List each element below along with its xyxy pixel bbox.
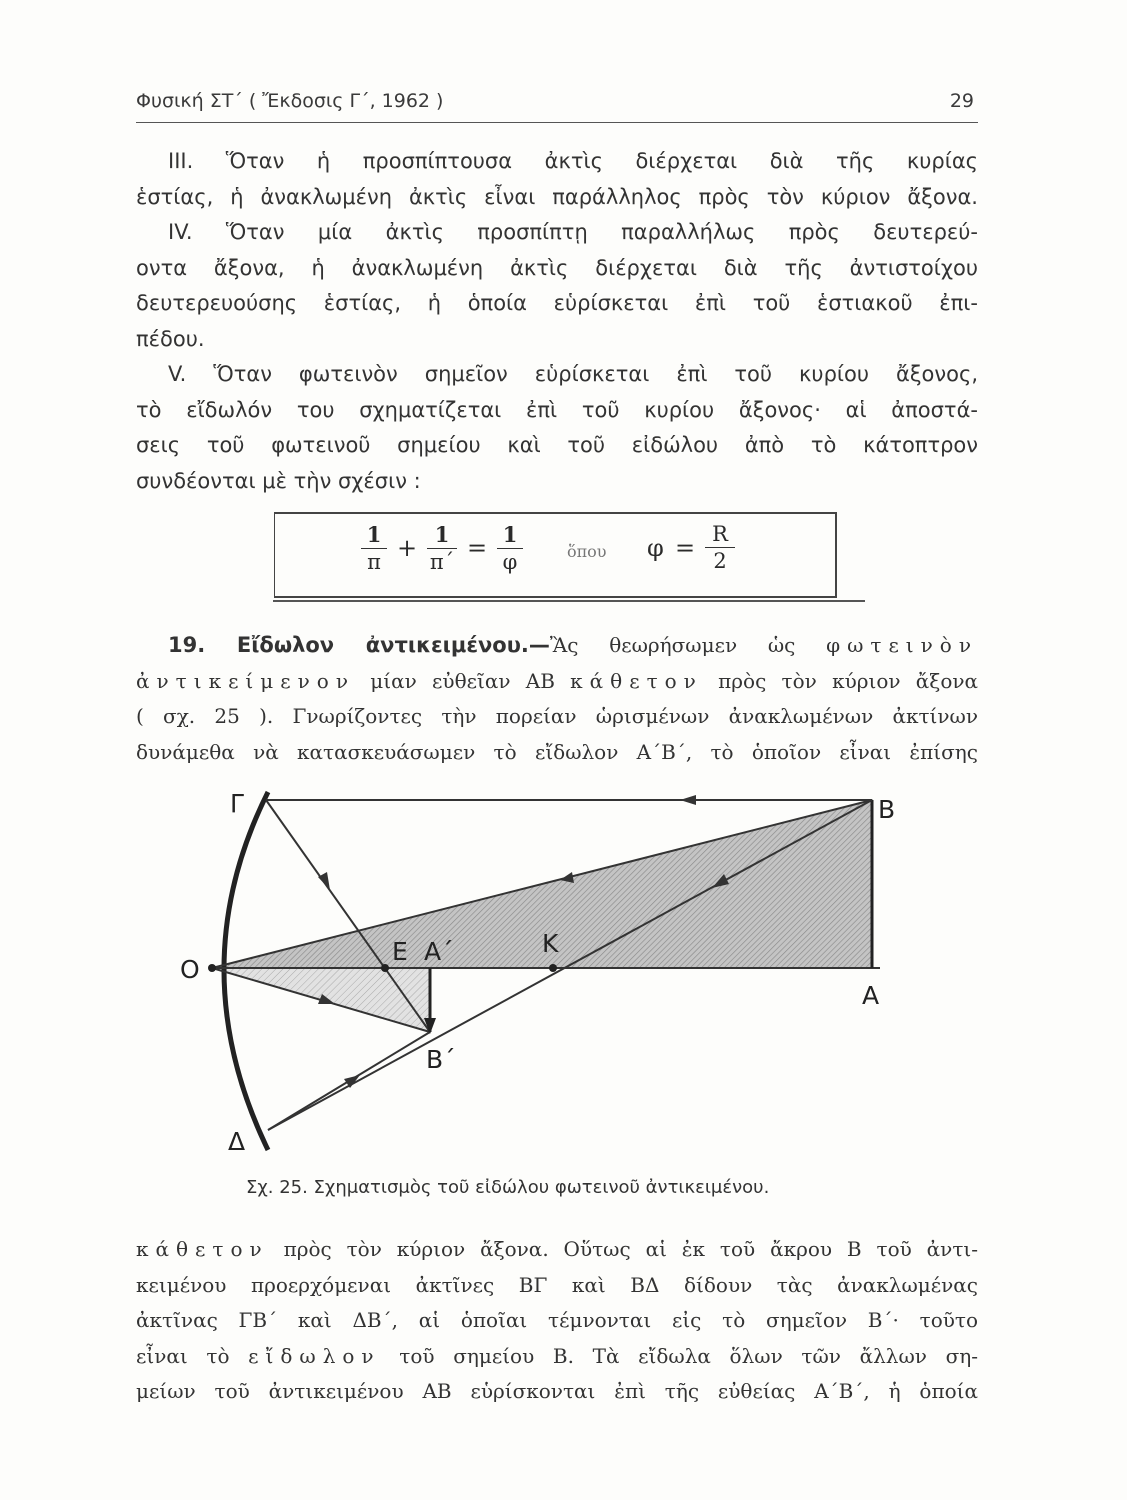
label-K: K bbox=[542, 929, 559, 958]
text-line: V. Ὅταν φωτεινὸν σημεῖον εὑρίσκεται ἐπὶ τοῦ κυρίου ἄξονος, bbox=[168, 362, 978, 386]
section-title: 19. Εἴδωλον ἀντικειμένου.— bbox=[168, 633, 550, 657]
text-line: δευτερευούσης ἑστίας, ἡ ὁποία εὑρίσκεται ἐπὶ τοῦ ἑστιακοῦ ἐπι- bbox=[136, 291, 978, 315]
label-A: A bbox=[862, 981, 880, 1010]
point-E bbox=[381, 964, 389, 972]
plus-sign: + bbox=[397, 534, 418, 562]
text-line: συνδέονται μὲ τὴν σχέσιν : bbox=[136, 468, 421, 493]
label-delta: Δ bbox=[228, 1127, 246, 1156]
label-O: O bbox=[180, 955, 200, 984]
page-number: 29 bbox=[949, 90, 974, 112]
text-line: οντα ἄξονα, ἡ ἀνακλωμένη ἀκτὶς διέρχεται διὰ τῆς ἀντιστοίχου bbox=[136, 255, 978, 280]
equals-sign: = bbox=[675, 534, 696, 562]
text-line: κάθετον πρὸς τὸν κύριον ἄξονα. Οὕτως αἱ ἐκ τοῦ ἄκρου Β τοῦ ἀντι- bbox=[136, 1237, 978, 1261]
fraction-1-over-phi: $\frac{1}{\varphi}$ bbox=[497, 522, 523, 574]
label-B: B bbox=[878, 795, 896, 824]
text-line: ἀντικείμενον μίαν εὐθεῖαν ΑΒ κάθετον πρὸς τὸν κύριον ἄξονα bbox=[136, 668, 979, 693]
text-line: IV. Ὅταν μία ἀκτὶς προσπίπτῃ παραλλήλως πρὸς δευτερεύ- bbox=[168, 220, 978, 244]
fraction-R-over-2: $\frac{R}{2}$ bbox=[705, 522, 735, 573]
point-O bbox=[208, 964, 216, 972]
text-line: ΙΙΙ. Ὅταν ἡ προσπίπτουσα ἀκτὶς διέρχεται διὰ τῆς κυρίας bbox=[168, 149, 978, 173]
continuation-paragraph bbox=[136, 1232, 978, 1410]
text-line: πέδου. bbox=[136, 326, 205, 351]
text-line: ( σχ. 25 ). Γνωρίζοντες τὴν πορείαν ὡρισμένων ἀνακλωμένων ἀκτίνων bbox=[136, 704, 978, 728]
opou-word: ὅπου bbox=[567, 542, 607, 561]
figure-caption: Σχ. 25. Σχηματισμὸς τοῦ εἰδώλου φωτεινοῦ ἀντικειμένου. bbox=[246, 1177, 770, 1198]
text-line: 19. Εἴδωλον ἀντικειμένου.—Ἂς θεωρήσωμεν ὡς φωτεινὸν bbox=[168, 633, 978, 657]
phi-symbol: φ bbox=[647, 534, 664, 562]
running-title: Φυσική ΣΤ΄ ( Ἔκδοσις Γ΄, 1962 ) bbox=[136, 90, 444, 112]
text-line: τὸ εἴδωλόν του σχηματίζεται ἐπὶ τοῦ κυρίου ἄξονος· αἱ ἀποστά- bbox=[136, 397, 978, 422]
equals-sign: = bbox=[467, 534, 488, 562]
text-line: κειμένου προερχόμεναι ἀκτῖνες ΒΓ καὶ ΒΔ δίδουν τὰς ἀνακλωμένας bbox=[136, 1272, 978, 1297]
arrow-B-Gamma bbox=[680, 795, 696, 805]
text-line: δυνάμεθα νὰ κατασκευάσωμεν τὸ εἴδωλον Α΄Β΄, τὸ ὁποῖον εἶναι ἐπίσης bbox=[136, 739, 978, 764]
fraction-1-over-pi-prime: $\frac{1}{\pi΄}$ bbox=[427, 522, 457, 574]
point-K bbox=[549, 964, 557, 972]
label-gamma: Γ bbox=[230, 789, 244, 818]
text-line: μείων τοῦ ἀντικειμένου ΑΒ εὑρίσκονται ἐπὶ τῆς εὐθείας Α΄Β΄, ἡ ὁποία bbox=[136, 1379, 978, 1403]
fraction-1-over-pi: $\frac{1}{\pi}$ bbox=[361, 522, 387, 574]
label-E: E bbox=[392, 937, 408, 966]
label-B-prime: B΄ bbox=[426, 1045, 456, 1074]
text-line: ἀκτῖνας ΓΒ΄ καὶ ΔΒ΄, αἱ ὁποῖαι τέμνονται εἰς τὸ σημεῖον Β΄· τοῦτο bbox=[136, 1308, 978, 1332]
label-A-prime: A΄ bbox=[424, 937, 454, 966]
text-line: σεις τοῦ φωτεινοῦ σημείου καὶ τοῦ εἰδώλου ἀπὸ τὸ κάτοπτρον bbox=[136, 433, 978, 457]
text-line: ἑστίας, ἡ ἀνακλωμένη ἀκτὶς εἶναι παράλληλος πρὸς τὸν κύριον ἄξονα. bbox=[136, 184, 978, 209]
text-line: εἶναι τὸ εἴδωλον τοῦ σημείου Β. Τὰ εἴδωλα ὅλων τῶν ἄλλων ση- bbox=[136, 1343, 978, 1368]
